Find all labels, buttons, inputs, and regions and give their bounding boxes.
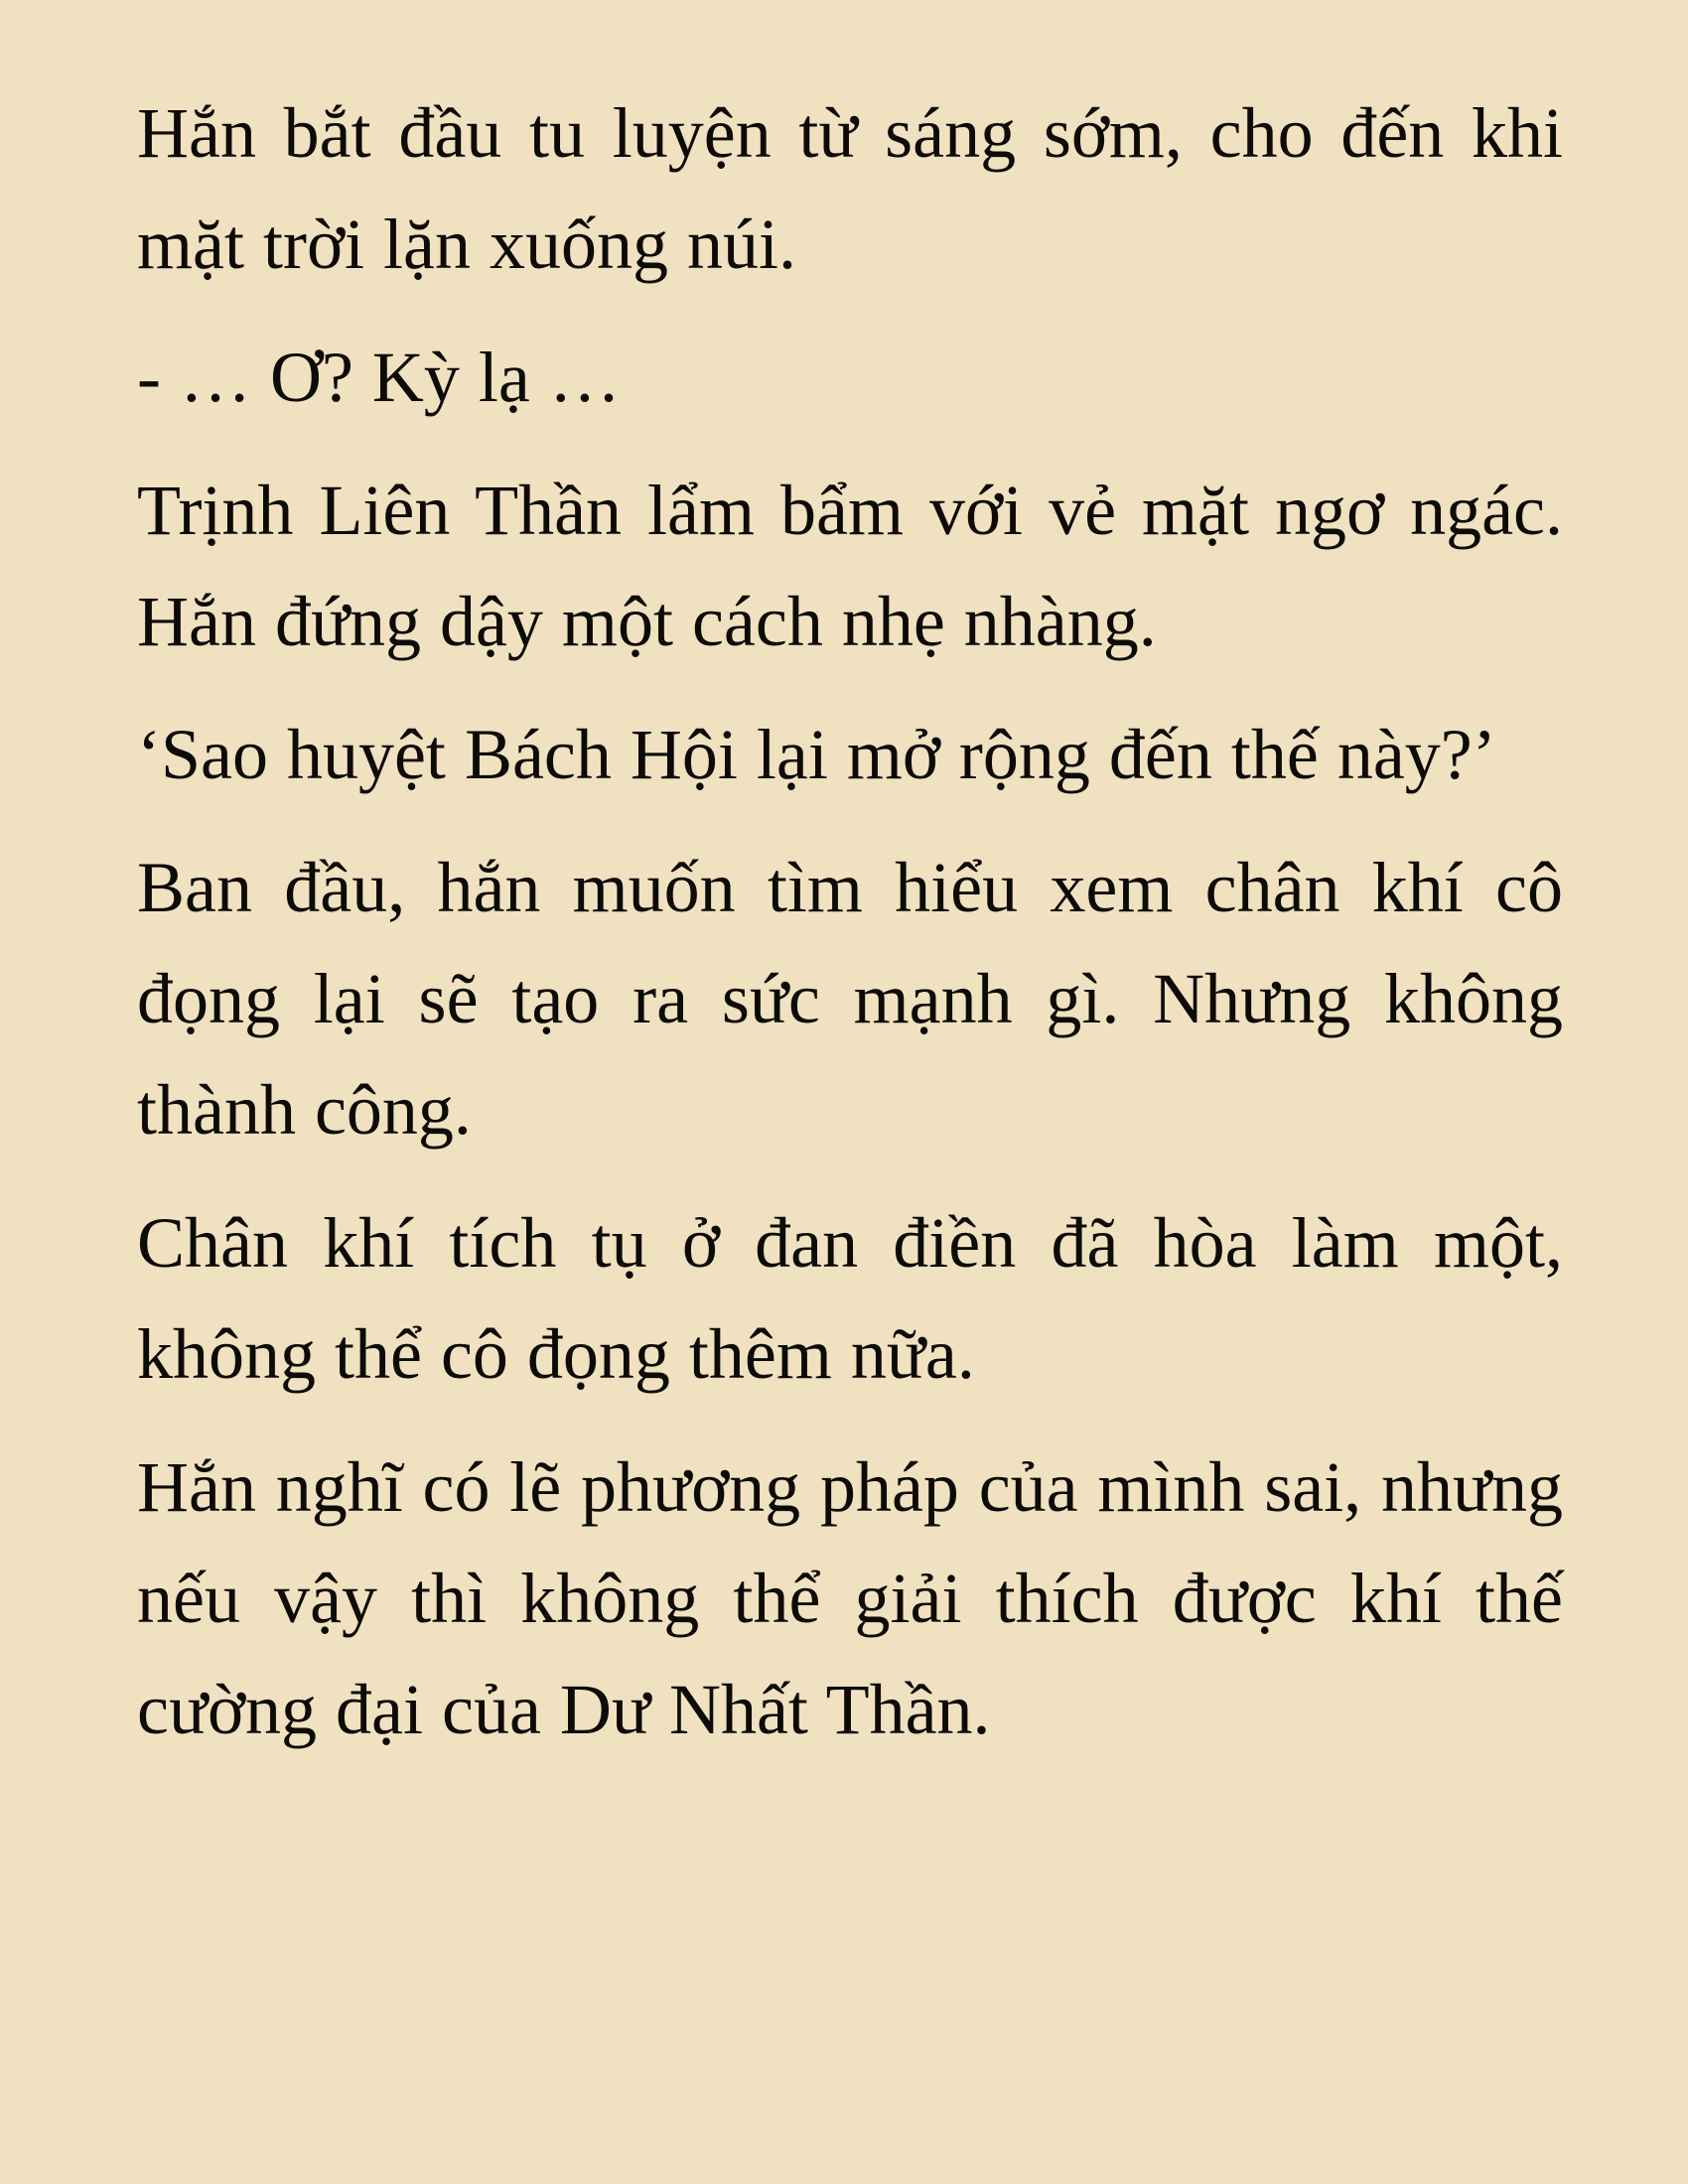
paragraph-5: Ban đầu, hắn muốn tìm hiểu xem chân khí cô đọng lại sẽ tạo ra sức mạnh gì. Nhưng không thành công.: [137, 848, 1563, 1150]
paragraph-7: Hắn nghĩ có lẽ phương pháp của mình sai, nhưng nếu vậy thì không thể giải thích được khí thế cường đại của Dư Nhất Thần.: [137, 1447, 1563, 1749]
paragraph-3: Trịnh Liên Thần lẩm bẩm với vẻ mặt ngơ ngác. Hắn đứng dậy một cách nhẹ nhàng.: [137, 471, 1563, 661]
paragraph-1: Hắn bắt đầu tu luyện từ sáng sớm, cho đến khi mặt trời lặn xuống núi.: [137, 93, 1563, 284]
paragraph-6: Chân khí tích tụ ở đan điền đã hòa làm một, không thể cô đọng thêm nữa.: [137, 1203, 1563, 1394]
paragraph-2: - … Ơ? Kỳ lạ …: [137, 338, 621, 417]
paragraph-4: ‘Sao huyệt Bách Hội lại mở rộng đến thế này?’: [137, 715, 1496, 794]
